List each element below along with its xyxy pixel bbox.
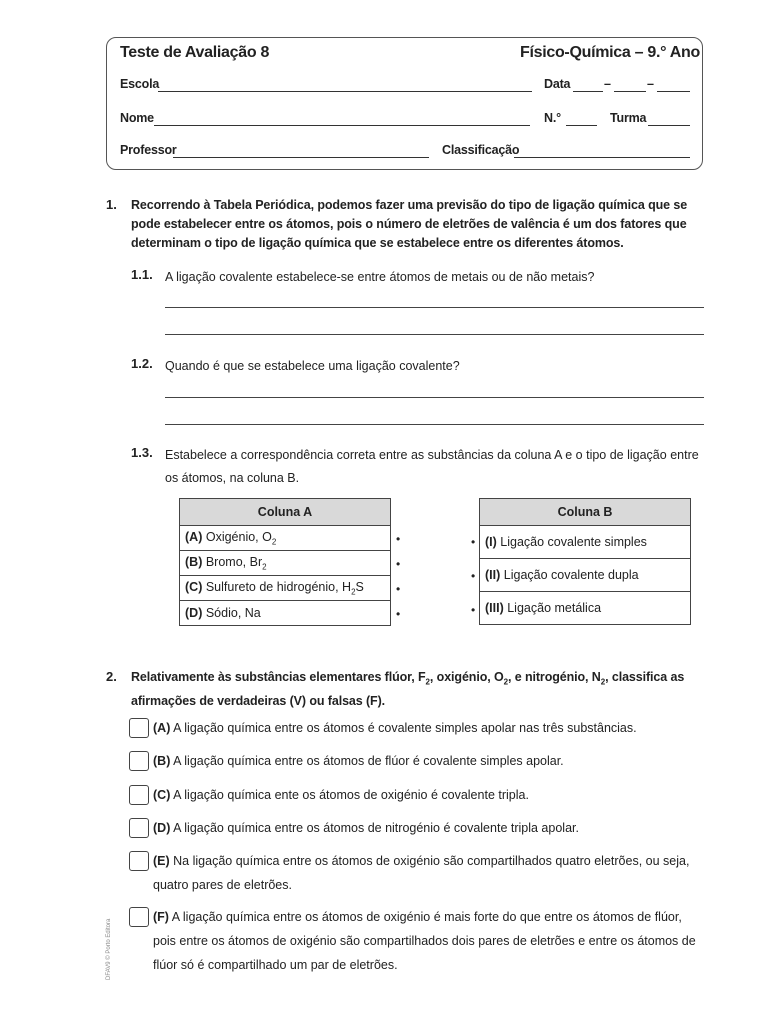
q2-intro: , e nitrogénio, N (507, 670, 601, 684)
answer-line[interactable] (165, 424, 704, 425)
answer-checkbox-b[interactable] (129, 751, 149, 771)
option-tag: (D) (153, 821, 171, 835)
subscript: 2 (351, 587, 356, 597)
row-text: Bromo, Br (205, 554, 263, 569)
row-text: Ligação covalente dupla (503, 568, 639, 582)
option-tag: (B) (153, 754, 171, 768)
row-text-after: S (355, 579, 364, 594)
nome-label: Nome (120, 111, 154, 125)
escola-field[interactable] (158, 77, 532, 92)
row-tag: (II) (485, 568, 501, 582)
match-dot-ii[interactable]: • (471, 569, 476, 583)
question-1-2-text: Quando é que se estabelece uma ligação covalente? (165, 359, 460, 373)
question-1-2-number: 1.2. (131, 356, 153, 371)
question-1-1-text: A ligação covalente estabelece-se entre átomos de metais ou de não metais? (165, 270, 595, 284)
option-c (153, 783, 703, 807)
row-tag: (III) (485, 601, 504, 615)
coluna-a-header: Coluna A (180, 499, 391, 526)
answer-line[interactable] (165, 397, 704, 398)
row-tag: (C) (185, 579, 203, 594)
match-dot-d[interactable]: • (396, 607, 401, 621)
q2-intro: Relativamente às substâncias elementares flúor, F (131, 670, 426, 684)
subscript: 2 (262, 562, 267, 572)
subject-title: Físico-Química – 9.° Ano (520, 44, 700, 61)
coluna-a-table (179, 498, 391, 626)
publisher-note: DFAV9 © Porto Editora (106, 918, 112, 980)
option-tag: (C) (153, 788, 171, 802)
subscript: 2 (503, 677, 508, 687)
answer-checkbox-d[interactable] (129, 818, 149, 838)
question-1-3-text: Estabelece a correspondência correta entre as substâncias da coluna A e o tipo de ligação entre os átomos, na coluna B. (165, 448, 699, 485)
question-1-1-number: 1.1. (131, 267, 153, 282)
row-text: Oxigénio, O (205, 529, 272, 544)
question-2-text (131, 668, 704, 711)
row-text: Ligação covalente simples (500, 535, 647, 549)
answer-line[interactable] (165, 307, 704, 308)
data-year-field[interactable] (657, 77, 690, 92)
test-title: Teste de Avaliação 8 (120, 44, 270, 61)
row-tag: (I) (485, 535, 497, 549)
row-text: Ligação metálica (507, 601, 602, 615)
coluna-a-row (180, 576, 391, 601)
q2-intro: , classifica as afirmações de verdadeiras (V) ou falsas (F). (131, 670, 685, 708)
option-d (153, 816, 703, 840)
escola-label: Escola (120, 77, 160, 91)
answer-checkbox-e[interactable] (129, 851, 149, 871)
nome-field[interactable] (154, 111, 530, 126)
subscript: 2 (425, 677, 430, 687)
professor-label: Professor (120, 143, 177, 157)
coluna-b-table (479, 498, 691, 625)
classificacao-field[interactable] (514, 143, 690, 158)
option-tag: (F) (153, 910, 169, 924)
subscript: 2 (600, 677, 606, 687)
match-dot-iii[interactable]: • (471, 603, 476, 617)
row-text: Sódio, Na (205, 606, 261, 620)
option-text: A ligação química entre os átomos de oxigénio é mais forte do que entre os átomos de flúor, pois entre os átomos de oxigénio são compartilhados dois pares de eletrões e entre os átomos de flúor só é compartilhado um par de eletrões. (153, 910, 696, 972)
option-a (153, 716, 703, 740)
answer-checkbox-f[interactable] (129, 907, 149, 927)
subscript: 2 (271, 537, 277, 547)
row-text: Sulfureto de hidrogénio, H (205, 579, 352, 594)
coluna-b-row (480, 526, 691, 559)
option-b (153, 749, 703, 773)
question-1-number: 1. (106, 197, 117, 212)
professor-field[interactable] (173, 143, 429, 158)
row-tag: (A) (185, 529, 203, 544)
option-text: A ligação química entre os átomos de nitrogénio é covalente tripla apolar. (173, 821, 579, 835)
q2-intro: , oxigénio, O (429, 670, 504, 684)
date-separator: – (647, 77, 654, 91)
option-text: A ligação química ente os átomos de oxigénio é covalente tripla. (173, 788, 529, 802)
option-text: A ligação química entre os átomos é covalente simples apolar nas três substâncias. (173, 721, 637, 735)
option-tag: (E) (153, 854, 170, 868)
answer-line[interactable] (165, 334, 704, 335)
option-text: Na ligação química entre os átomos de oxigénio são compartilhados quatro eletrões, ou seja, quatro pares de eletrões. (153, 854, 690, 892)
data-day-field[interactable] (573, 77, 603, 92)
classificacao-label: Classificação (442, 143, 520, 157)
coluna-a-row (180, 526, 391, 551)
coluna-b-row (480, 559, 691, 592)
option-e (153, 849, 703, 897)
answer-checkbox-c[interactable] (129, 785, 149, 805)
coluna-b-row (480, 592, 691, 625)
match-dot-a[interactable]: • (396, 532, 401, 546)
numero-field[interactable] (566, 111, 597, 126)
coluna-a-row (180, 551, 391, 576)
option-tag: (A) (153, 721, 171, 735)
question-1-3-number: 1.3. (131, 445, 153, 460)
answer-checkbox-a[interactable] (129, 718, 149, 738)
data-label: Data (544, 77, 571, 91)
date-separator: – (604, 77, 611, 91)
question-2-number: 2. (106, 669, 117, 684)
question-1-text: Recorrendo à Tabela Periódica, podemos fazer uma previsão do tipo de ligação química que se pode estabelecer entre os átomos, pois o número de eletrões de valência é um dos fatores que determinam o tipo de ligação química que se estabelece entre os diferentes átomos. (131, 198, 688, 250)
option-text: A ligação química entre os átomos de flúor é covalente simples apolar. (173, 754, 564, 768)
coluna-a-row (180, 601, 391, 626)
match-dot-b[interactable]: • (396, 557, 401, 571)
turma-field[interactable] (648, 111, 690, 126)
row-tag: (B) (185, 554, 203, 569)
coluna-b-header: Coluna B (480, 499, 691, 526)
data-month-field[interactable] (614, 77, 646, 92)
option-f (153, 905, 703, 977)
numero-label: N.° (544, 111, 561, 125)
match-dot-i[interactable]: • (471, 535, 476, 549)
turma-label: Turma (610, 111, 647, 125)
match-dot-c[interactable]: • (396, 582, 401, 596)
row-tag: (D) (185, 606, 203, 620)
